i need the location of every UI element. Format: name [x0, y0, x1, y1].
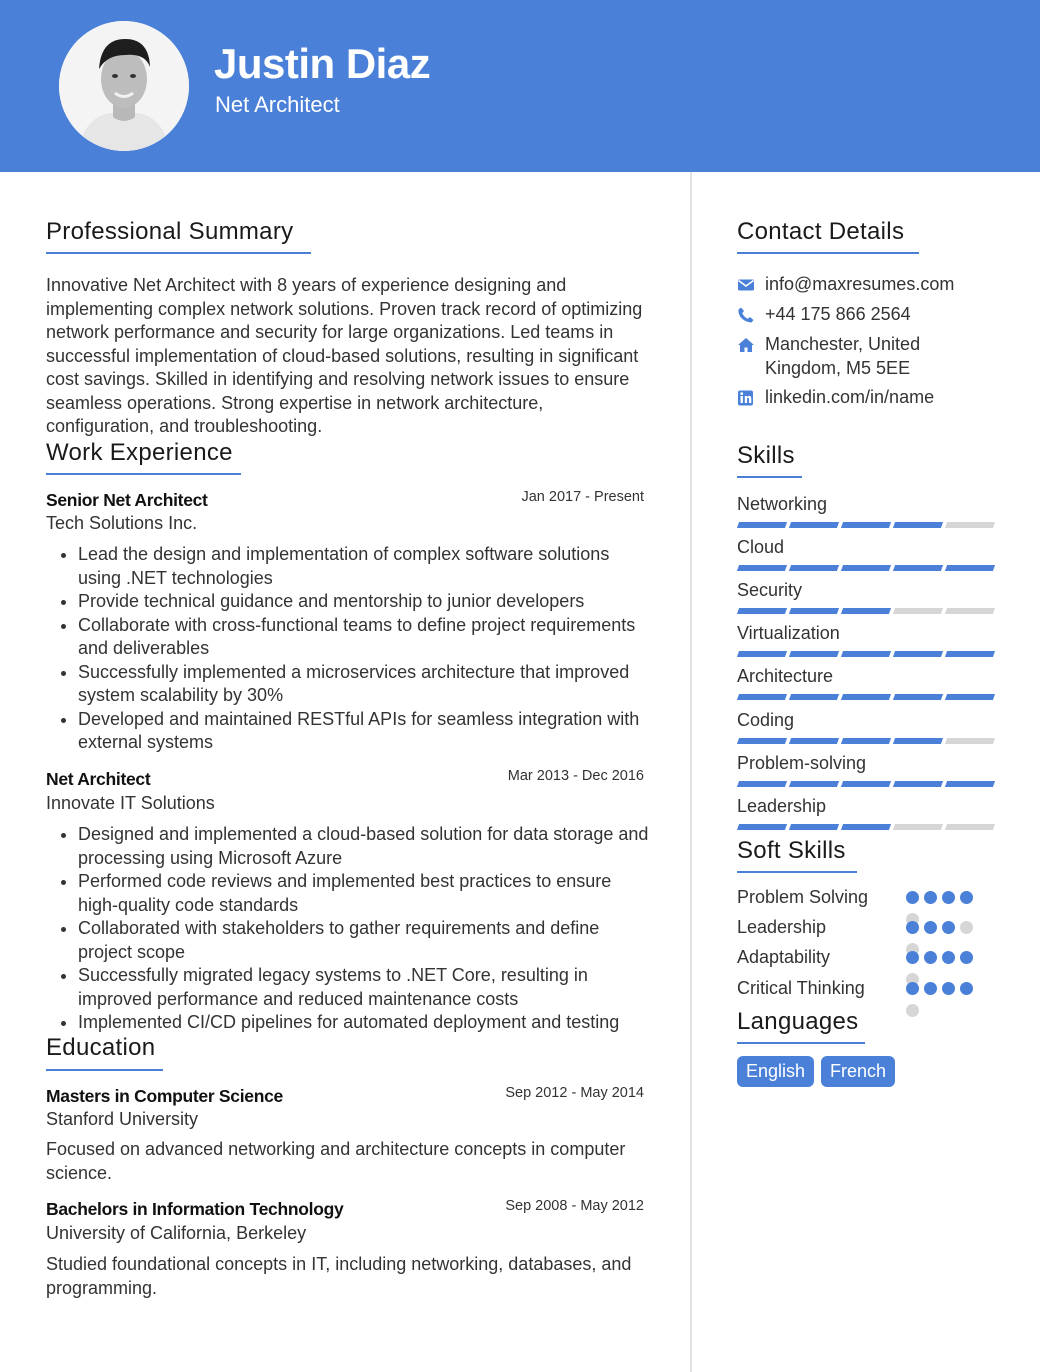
rating-dot [960, 891, 973, 904]
skill-name: Coding [737, 709, 795, 730]
soft-skill-name: Problem Solving [737, 887, 869, 907]
contact-address [737, 333, 997, 381]
skill-bar-segment [737, 651, 787, 657]
job-company: Innovate IT Solutions [46, 793, 215, 813]
resume-header [0, 0, 1040, 172]
avatar-icon [59, 21, 189, 151]
soft-skills-underline [737, 871, 857, 873]
skill-bar-segment [893, 608, 943, 614]
skill-bar-segment [893, 694, 943, 700]
skill-bar-segment [737, 522, 787, 528]
skill-level-bar [738, 738, 994, 744]
languages-heading: Languages [737, 1008, 859, 1035]
rating-dot [906, 891, 919, 904]
skill-bar-segment [789, 522, 839, 528]
skill-name: Architecture [737, 666, 834, 687]
skill-bar-segment [737, 694, 787, 700]
list-item: Lead the design and implementation of complex software solutions using .NET technologies [46, 543, 651, 590]
skill-bar-segment [841, 824, 891, 830]
degree-date: Sep 2012 - May 2014 [505, 1085, 644, 1101]
candidate-name: Justin Diaz [214, 40, 431, 87]
job-title: Senior Net Architect [46, 490, 208, 510]
list-item: Provide technical guidance and mentorship to junior developers [46, 590, 651, 614]
contact-heading: Contact Details [737, 218, 905, 245]
skill-bar-segment [841, 738, 891, 744]
rating-dot [942, 921, 955, 934]
list-item: Designed and implemented a cloud-based solution for data storage and processing using Microsoft Azure [46, 823, 651, 870]
soft-skills-heading: Soft Skills [737, 837, 846, 864]
degree-description: Studied foundational concepts in IT, including networking, databases, and programming. [46, 1254, 632, 1298]
list-item: Successfully migrated legacy systems to .NET Core, resulting in improved performance and reduced maintenance costs [46, 964, 651, 1011]
degree-date: Sep 2008 - May 2012 [505, 1198, 644, 1214]
skill-name: Security [737, 580, 803, 601]
skill-bar-segment [841, 522, 891, 528]
skill-bar-segment [945, 565, 995, 571]
phone-text: +44 175 866 2564 [765, 304, 911, 324]
soft-skill-name: Adaptability [737, 947, 831, 968]
job-company: Tech Solutions Inc. [46, 513, 198, 533]
skill-bar-segment [737, 781, 787, 787]
skill-bar-segment [945, 651, 995, 657]
skill-bar-segment [789, 651, 839, 657]
skill-name: Cloud [737, 537, 785, 558]
skill-bar-segment [945, 824, 995, 830]
experience-underline [46, 473, 241, 475]
skill-name: Problem-solving [737, 752, 867, 773]
job-date: Mar 2013 - Dec 2016 [507, 768, 644, 784]
school-name: Stanford University [46, 1109, 199, 1129]
soft-skill-name: Leadership [737, 917, 827, 938]
rating-dot [924, 951, 937, 964]
rating-dot [960, 921, 973, 934]
skill-bar-segment [945, 781, 995, 787]
soft-skill-name: Critical Thinking [737, 977, 865, 998]
skill-level-bar [738, 781, 994, 787]
languages-underline [737, 1042, 865, 1044]
skill-name: Virtualization [737, 623, 840, 644]
skill-level-bar [738, 565, 994, 571]
skill-bar-segment [737, 824, 787, 830]
list-item: Implemented CI/CD pipelines for automated deployment and testing [46, 1011, 651, 1035]
rating-dot [942, 891, 955, 904]
skill-bar-segment [893, 522, 943, 528]
skill-bar-segment [945, 608, 995, 614]
rating-dot [960, 982, 973, 995]
job-bullets [46, 543, 651, 755]
rating-dot [960, 951, 973, 964]
skill-level-bar [738, 651, 994, 657]
address-text: Manchester, United Kingdom, M5 5EE [765, 334, 921, 378]
skill-bar-segment [737, 565, 787, 571]
rating-dot [906, 1004, 919, 1017]
skill-bar-segment [945, 738, 995, 744]
rating-dot [924, 982, 937, 995]
soft-skill-rating [906, 982, 986, 1022]
degree-title: Masters in Computer Science [46, 1086, 283, 1106]
language-badge: French [821, 1056, 895, 1087]
skill-bar-segment [789, 608, 839, 614]
list-item: Successfully implemented a microservices architecture that improved system scalability by 30% [46, 661, 651, 708]
skill-bar-segment [841, 565, 891, 571]
summary-underline [46, 252, 311, 254]
rating-dot [942, 982, 955, 995]
rating-dot [924, 891, 937, 904]
linkedin-text: linkedin.com/in/name [765, 387, 935, 407]
rating-dot [906, 951, 919, 964]
skill-bar-segment [893, 824, 943, 830]
skill-bar-segment [841, 651, 891, 657]
skill-bar-segment [893, 738, 943, 744]
list-item: Collaborated with stakeholders to gather requirements and define project scope [46, 917, 651, 964]
phone-icon [737, 306, 755, 324]
skill-bar-segment [789, 738, 839, 744]
skill-bar-segment [841, 694, 891, 700]
email-text: info@maxresumes.com [765, 274, 955, 294]
degree-description: Focused on advanced networking and architecture concepts in computer science. [46, 1139, 626, 1183]
skill-bar-segment [945, 694, 995, 700]
school-name: University of California, Berkeley [46, 1223, 307, 1243]
contact-underline [737, 252, 919, 254]
email-icon [737, 276, 755, 294]
skill-level-bar [738, 694, 994, 700]
list-item: Performed code reviews and implemented best practices to ensure high-quality code standards [46, 870, 651, 917]
skill-bar-segment [789, 781, 839, 787]
experience-heading: Work Experience [46, 439, 233, 466]
skill-bar-segment [893, 565, 943, 571]
skill-bar-segment [893, 651, 943, 657]
skill-name: Networking [737, 494, 828, 514]
job-bullets [46, 823, 651, 1035]
skill-name: Leadership [737, 795, 827, 816]
list-item: Collaborate with cross-functional teams to define project requirements and deliverables [46, 614, 651, 661]
home-icon [737, 336, 755, 354]
skill-bar-segment [737, 608, 787, 614]
skill-bar-segment [841, 608, 891, 614]
linkedin-icon [737, 389, 755, 407]
rating-dot [906, 921, 919, 934]
skill-bar-segment [893, 781, 943, 787]
skill-level-bar [738, 522, 994, 528]
candidate-role: Net Architect [215, 92, 340, 117]
rating-dot [924, 921, 937, 934]
summary-text: Innovative Net Architect with 8 years of experience designing and implementing complex network solutions. Proven track record of optimizing network performance and security for large organizations. Led teams in successful implementation of cloud-based solutions, resulting in significant cost savings. Skilled in identifying and resolving network issues to ensure seamless operations. Strong expertise in network architecture, configuration, and troubleshooting. [46, 275, 643, 436]
profile-photo [59, 21, 189, 151]
language-badge: English [737, 1056, 814, 1087]
job-title: Net Architect [46, 769, 151, 789]
degree-title: Bachelors in Information Technology [46, 1199, 344, 1219]
summary-heading: Professional Summary [46, 218, 294, 245]
skill-bar-segment [789, 694, 839, 700]
skill-bar-segment [945, 522, 995, 528]
job-date: Jan 2017 - Present [521, 489, 644, 505]
skill-level-bar [738, 824, 994, 830]
list-item: Developed and maintained RESTful APIs for seamless integration with external systems [46, 708, 651, 755]
skill-level-bar [738, 608, 994, 614]
skill-bar-segment [737, 738, 787, 744]
column-divider [690, 172, 692, 1372]
rating-dot [906, 982, 919, 995]
rating-dot [942, 951, 955, 964]
skill-bar-segment [789, 824, 839, 830]
skills-underline [737, 476, 802, 478]
skill-bar-segment [841, 781, 891, 787]
skill-bar-segment [789, 565, 839, 571]
education-heading: Education [46, 1034, 156, 1061]
education-underline [46, 1069, 163, 1071]
skills-heading: Skills [737, 442, 795, 469]
